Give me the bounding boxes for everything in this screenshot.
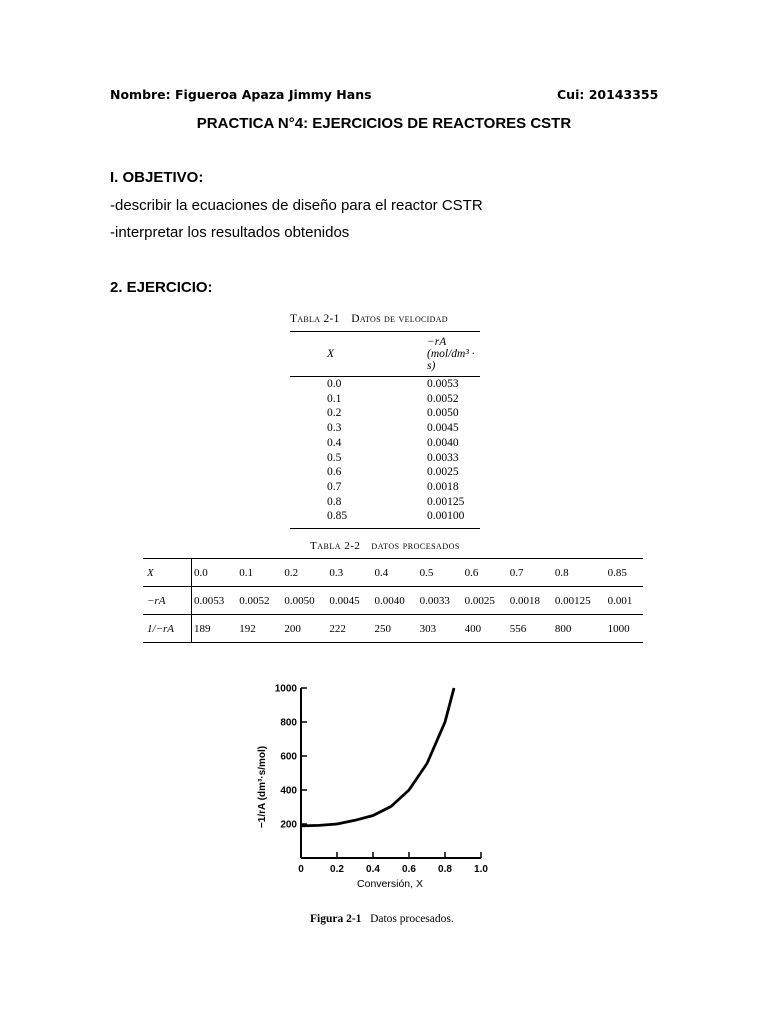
cell-rate: 0.0040 (427, 436, 459, 449)
x-tick-label: 0.8 (438, 864, 452, 875)
table-2-1-caption: Tabla 2-1 Datos de velocidad (290, 313, 448, 325)
cell-x: 0.7 (327, 480, 342, 493)
student-name: Nombre: Figueroa Apaza Jimmy Hans (110, 87, 372, 102)
x-tick-label: 0.4 (366, 864, 380, 875)
figure-caption: Figura 2-1 Datos procesados. (310, 913, 454, 925)
table-cell: 0.0018 (508, 587, 553, 615)
table-row (290, 377, 480, 392)
cell-x: 0.4 (327, 436, 342, 449)
cell-x: 0.85 (290, 509, 407, 528)
y-tick-label: 200 (280, 819, 297, 831)
cell-x: 0.3 (327, 422, 342, 435)
table-cell: 189 (192, 615, 238, 643)
cell-x: 0.5 (327, 451, 342, 464)
table-row (143, 615, 643, 643)
table-row (290, 406, 480, 421)
student-cui: Cui: 20143355 (557, 87, 659, 102)
table-cell: 0.4 (373, 559, 418, 587)
objective-heading: I. OBJETIVO: (110, 169, 204, 186)
cell-rate: 0.0053 (427, 378, 459, 390)
y-tick-label: 1000 (274, 683, 297, 695)
exercise-heading: 2. EJERCICIO: (110, 279, 213, 296)
table-cell: 303 (418, 615, 463, 643)
table-cell: 0.85 (606, 559, 643, 587)
cell-rate: 0.0025 (427, 466, 459, 479)
table-row (290, 495, 480, 510)
row-label: −rA (143, 587, 192, 615)
table-cell: 0.0052 (237, 587, 282, 615)
table-2-1-col-x: X (290, 332, 407, 377)
table-cell: 0.0 (192, 559, 238, 587)
x-tick-label: 0.6 (402, 864, 416, 875)
cell-x: 0.1 (327, 392, 342, 405)
x-tick-label: 0 (298, 864, 304, 875)
table-2-1-grid (290, 331, 480, 529)
x-axis-label: Conversión, X (357, 878, 423, 890)
table-cell: 0.0040 (373, 587, 418, 615)
table-2-2-caption: Tabla 2-2 datos procesados (310, 540, 460, 552)
cell-rate: 0.00100 (407, 509, 480, 528)
cell-x: 0.6 (327, 466, 342, 479)
table-cell: 0.5 (418, 559, 463, 587)
y-axis-label: −1/rA (dm³·s/mol) (257, 745, 268, 829)
series-line (301, 688, 454, 826)
cell-rate: 0.0050 (427, 407, 459, 420)
x-tick-label: 1.0 (474, 864, 488, 875)
row-label: 1/−rA (143, 615, 192, 643)
cell-rate: 0.0045 (427, 422, 459, 435)
table-cell: 0.0045 (327, 587, 372, 615)
row-label: X (143, 559, 192, 587)
table-cell: 0.3 (327, 559, 372, 587)
table-row (290, 451, 480, 466)
table-cell: 400 (463, 615, 508, 643)
table-cell: 0.7 (508, 559, 553, 587)
table-row (290, 465, 480, 480)
table-row (143, 587, 643, 615)
table-row (290, 421, 480, 436)
cell-x: 0.2 (327, 407, 342, 420)
table-cell: 192 (237, 615, 282, 643)
table-cell: 0.00125 (553, 587, 606, 615)
cell-x: 0.0 (327, 378, 342, 390)
table-row (290, 436, 480, 451)
document-title: PRACTICA N°4: EJERCICIOS DE REACTORES CSTR (196, 115, 572, 132)
table-cell: 0.1 (237, 559, 282, 587)
table-cell: 0.8 (553, 559, 606, 587)
table-cell: 200 (282, 615, 327, 643)
y-tick-label: 800 (280, 717, 297, 729)
cell-rate: 0.0033 (427, 451, 459, 464)
table-cell: 0.0033 (418, 587, 463, 615)
table-cell: 222 (327, 615, 372, 643)
table-2-1-col-r: −rA (mol/dm³ · s) (407, 332, 480, 377)
cell-x: 0.8 (327, 495, 342, 508)
y-tick-label: 400 (280, 785, 297, 797)
cell-rate: 0.0018 (427, 480, 459, 493)
table-row (290, 392, 480, 407)
table-cell: 0.2 (282, 559, 327, 587)
table-cell: 0.001 (606, 587, 643, 615)
table-cell: 800 (553, 615, 606, 643)
table-row (143, 559, 643, 587)
table-cell: 0.0050 (282, 587, 327, 615)
table-cell: 556 (508, 615, 553, 643)
table-2-2 (143, 558, 643, 643)
table-cell: 0.0025 (463, 587, 508, 615)
table-2-1 (290, 313, 480, 529)
table-row (290, 509, 480, 528)
table-row (290, 480, 480, 495)
cell-rate: 0.0052 (427, 392, 459, 405)
table-cell: 1000 (606, 615, 643, 643)
y-tick-label: 600 (280, 751, 297, 763)
table-cell: 250 (373, 615, 418, 643)
x-tick-label: 0.2 (330, 864, 344, 875)
objective-line-1: -describir la ecuaciones de diseño para el reactor CSTR (110, 197, 483, 214)
objective-line-2: -interpretar los resultados obtenidos (110, 224, 350, 241)
table-cell: 0.6 (463, 559, 508, 587)
table-cell: 0.0053 (192, 587, 238, 615)
conversion-chart (250, 675, 510, 895)
cell-rate: 0.00125 (427, 495, 465, 508)
